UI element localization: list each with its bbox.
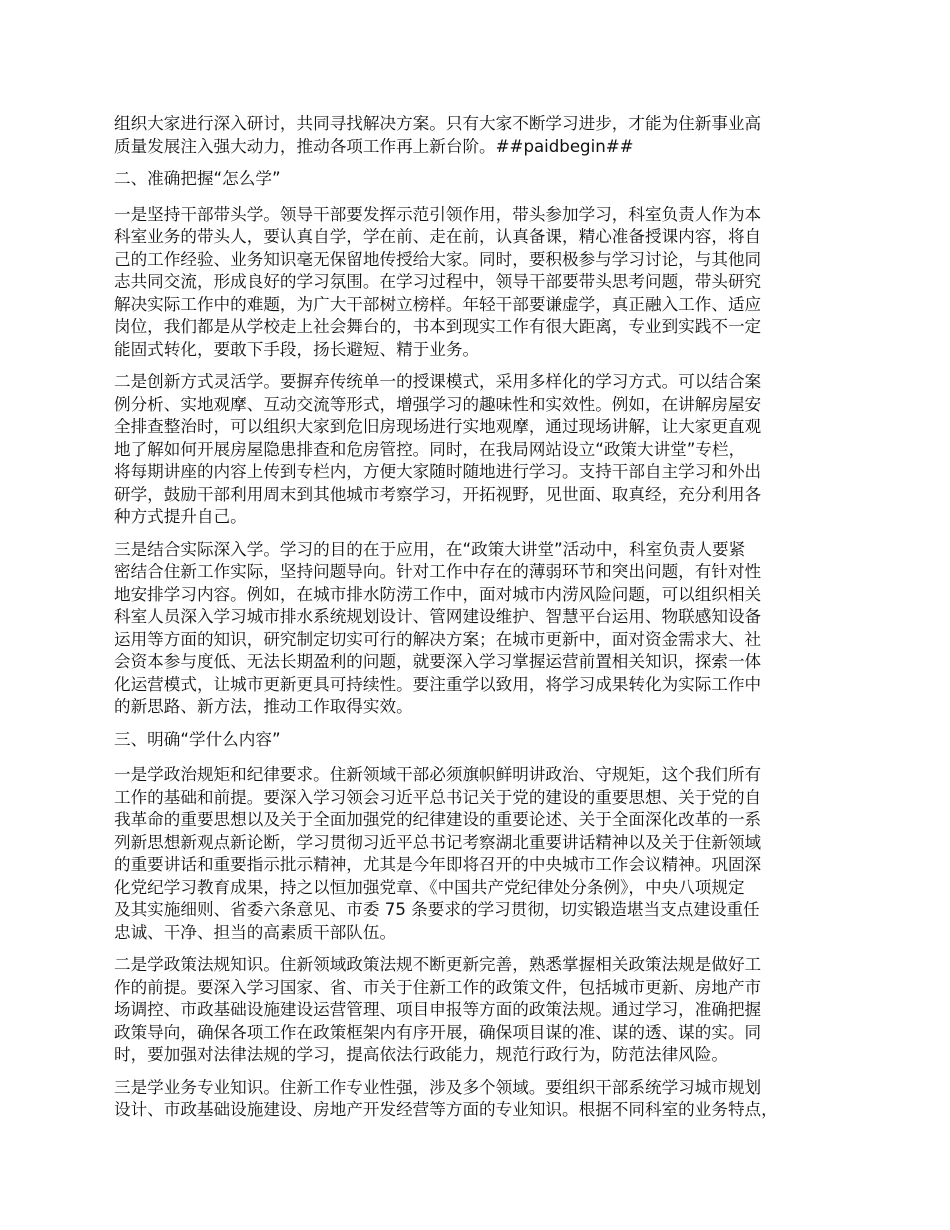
text-line: 岗位，我们都是从学校走上社会舞台的，书本到现实工作有很大距离，专业到实践不一定 bbox=[114, 317, 762, 336]
text-line: 地了解如何开展房屋隐患排查和危房管控。同时，在我局网站设立“政策大讲堂”专栏， bbox=[114, 439, 746, 459]
text-line: 解决实际工作中的难题，为广大干部树立榜样。年轻干部要谦虚学，真正融入工作、适应 bbox=[114, 294, 762, 314]
paragraph-policy-regulations bbox=[114, 954, 840, 1067]
text-line: 志共同交流，形成良好的学习氛围。在学习过程中，领导干部要带头思考问题，带头研究 bbox=[114, 272, 762, 291]
text-line: 及其实施细则、省委六条意见、市委 75 条要求的学习贯彻，切实锻造堪当支点建设重任 bbox=[114, 900, 760, 919]
text-line: 质量发展注入强大动力，推动各项工作再上新台阶。##paidbegin## bbox=[114, 136, 634, 156]
text-line: 地安排学习内容。例如，在城市排水防涝工作中，面对城市内涝风险问题，可以组织相关 bbox=[114, 584, 762, 604]
paragraph-innovative-methods bbox=[114, 371, 840, 529]
paragraph-intro-conclusion bbox=[114, 113, 840, 158]
text-line: 科室人员深入学习城市排水系统规划设计、管网建设维护、智慧平台运用、物联感知设备 bbox=[114, 607, 762, 626]
paragraph-cadres-lead bbox=[114, 204, 840, 362]
text-line: 研学，鼓励干部利用周末到其他城市考察学习，开拓视野，见世面、取真经，充分利用各 bbox=[114, 484, 762, 504]
text-line: 列新思想新观点新论断，学习贯彻习近平总书记考察湖北重要讲话精神以及关于住新领域 bbox=[114, 832, 762, 852]
text-line: 例分析、实地观摩、互动交流等形式，增强学习的趣味性和实效性。例如，在讲解房屋安 bbox=[114, 394, 762, 414]
text-line: 时，要加强对法律法规的学习，提高依法行政能力，规范行政行为，防范法律风险。 bbox=[114, 1045, 728, 1064]
text-line: 政策导向，确保各项工作在政策框架内有序开展，确保项目谋的准、谋的透、谋的实。同 bbox=[114, 1022, 762, 1042]
text-line: 一是坚持干部带头学。领导干部要发挥示范引领作用，带头参加学习，科室负责人作为本 bbox=[114, 204, 762, 224]
text-line: 会资本参与度低、无法长期盈利的问题，就要深入学习掌握运营前置相关知识，探索一体 bbox=[114, 652, 762, 671]
text-line: 作的前提。要深入学习国家、省、市关于住新工作的政策文件，包括城市更新、房地产市 bbox=[114, 977, 762, 997]
text-line: 场调控、市政基础设施建设运营管理、项目申报等方面的政策法规。通过学习，准确把握 bbox=[114, 1000, 762, 1019]
text-line: 忠诚、干净、担当的高素质干部队伍。 bbox=[114, 922, 397, 942]
text-line: 二是学政策法规知识。住新领域政策法规不断更新完善，熟悉掌握相关政策法规是做好工 bbox=[114, 955, 762, 974]
text-line: 一是学政治规矩和纪律要求。住新领域干部必须旗帜鲜明讲政治、守规矩，这个我们所有 bbox=[114, 765, 762, 784]
text-line: 组织大家进行深入研讨，共同寻找解决方案。只有大家不断学习进步，才能为住新事业高 bbox=[114, 114, 762, 133]
text-line: 三是结合实际深入学。学习的目的在于应用，在“政策大讲堂”活动中，科室负责人要紧 bbox=[114, 539, 746, 559]
text-line: 的新思路、新方法，推动工作取得实效。 bbox=[114, 697, 413, 716]
section-heading-how-to-learn: 二、准确把握“怎么学” bbox=[114, 169, 281, 188]
text-line: 全排查整治时，可以组织大家到危旧房现场进行实地观摩，通过现场讲解，让大家更直观 bbox=[114, 417, 762, 436]
text-line: 科室业务的带头人，要认真自学，学在前、走在前，认真备课，精心准备授课内容，将自 bbox=[114, 227, 762, 246]
document-page bbox=[114, 113, 840, 1132]
text-line: 种方式提升自己。 bbox=[114, 507, 247, 526]
text-line: 工作的基础和前提。要深入学习领会习近平总书记关于党的建设的重要思想、关于党的自 bbox=[114, 787, 762, 807]
text-line: 密结合住新工作实际，坚持问题导向。针对工作中存在的薄弱环节和突出问题，有针对性 bbox=[114, 562, 762, 581]
text-line: 能固式转化，要敢下手段，扬长避短、精于业务。 bbox=[114, 339, 480, 359]
text-line: 将每期讲座的内容上传到专栏内，方便大家随时随地进行学习。支持干部自主学习和外出 bbox=[114, 462, 762, 481]
text-line: 我革命的重要思想以及关于全面加强党的纪律建设的重要论述、关于全面深化改革的一系 bbox=[114, 810, 762, 829]
text-line: 运用等方面的知识，研究制定切实可行的解决方案；在城市更新中，面对资金需求大、社 bbox=[114, 629, 762, 649]
section-heading-what-to-learn: 三、明确“学什么内容” bbox=[114, 729, 281, 749]
paragraph-practical-study bbox=[114, 539, 840, 719]
paragraph-political-discipline bbox=[114, 764, 840, 944]
text-line: 二是创新方式灵活学。要摒弃传统单一的授课模式，采用多样化的学习方式。可以结合案 bbox=[114, 372, 762, 391]
text-line: 化运营模式，让城市更新更具可持续性。要注重学以致用，将学习成果转化为实际工作中 bbox=[114, 674, 762, 694]
text-line: 三是学业务专业知识。住新工作专业性强，涉及多个领域。要组织干部系统学习城市规划 bbox=[114, 1077, 762, 1097]
paragraph-professional-knowledge bbox=[114, 1077, 840, 1122]
text-line: 的重要讲话和重要指示批示精神，尤其是今年即将召开的中央城市工作会议精神。巩固深 bbox=[114, 855, 762, 874]
text-line: 己的工作经验、业务知识毫无保留地传授给大家。同时，要积极参与学习讨论，与其他同 bbox=[114, 249, 762, 269]
text-line: 化党纪学习教育成果，持之以恒加强党章、《中国共产党纪律处分条例》，中央八项规定 bbox=[114, 877, 745, 897]
text-line: 设计、市政基础设施建设、房地产开发经营等方面的专业知识。根据不同科室的业务特点， bbox=[114, 1100, 778, 1119]
